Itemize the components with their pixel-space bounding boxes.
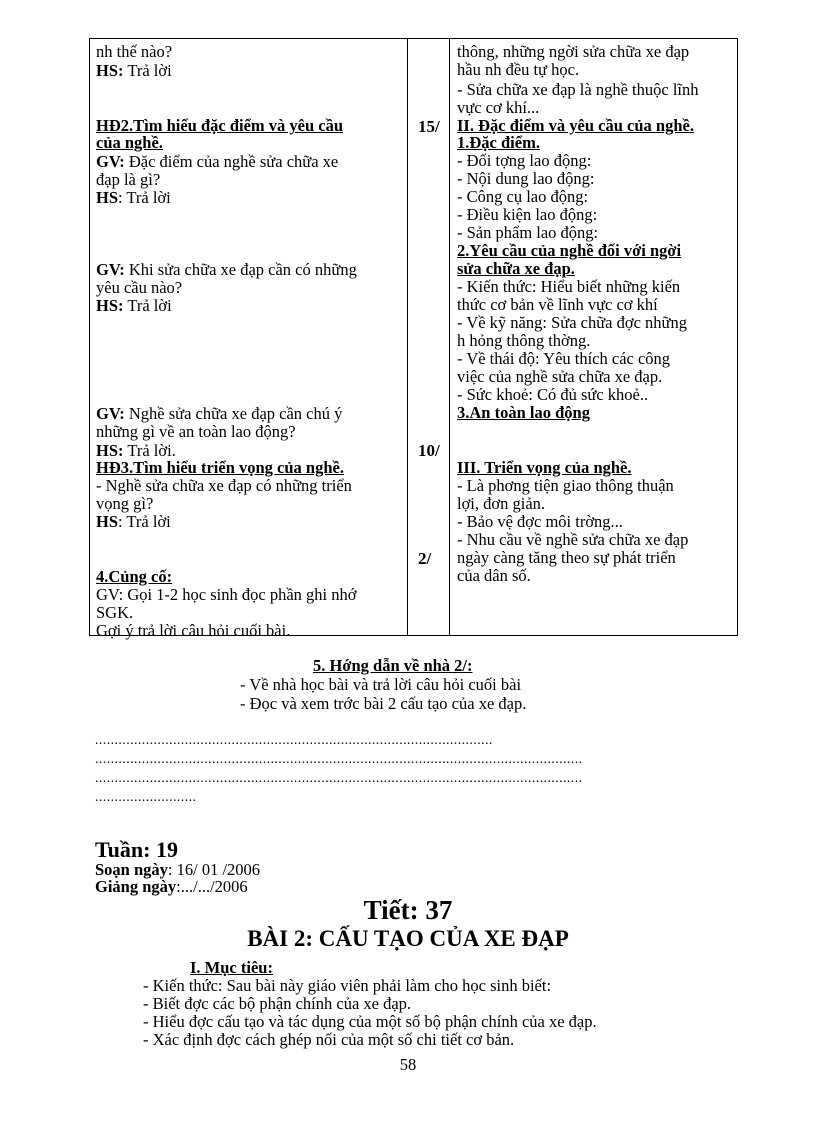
time-value: 2/ (418, 549, 432, 568)
right-line: hầu nh đều tự học. (457, 60, 580, 79)
right-line: - Về kỹ năng: Sửa chữa đợc những (457, 313, 687, 332)
objective-item: - Biết đợc các bộ phận chính của xe đạp. (143, 994, 412, 1013)
objective-item: - Xác định đợc cách ghép nối của một số chi tiết cơ bản. (143, 1030, 515, 1049)
right-line: việc của nghề sửa chữa xe đạp. (457, 367, 663, 386)
left-line: nh thế nào? (96, 42, 173, 61)
right-line: - Đối tợng lao động: (457, 151, 592, 170)
prep-date: Soạn ngày: 16/ 01 /2006 (95, 860, 261, 879)
right-line: thức cơ bản về lĩnh vực cơ khí (457, 295, 658, 314)
right-line: h hỏng thông thờng. (457, 331, 591, 350)
homework-line: - Đọc và xem trớc bài 2 cấu tạo của xe đạp. (240, 694, 527, 713)
dotted-line: ...................................................................................................... (95, 733, 493, 748)
left-line: - Nghề sửa chữa xe đạp có những triển (96, 476, 352, 495)
right-line: thông, những ngời sửa chữa xe đạp (457, 42, 690, 61)
left-line: GV: Khi sửa chữa xe đạp cần có những (96, 260, 357, 279)
content-heading: 2.Yêu cầu của nghề đối với ngời (457, 241, 682, 260)
right-line: - Là phơng tiện giao thông thuận (457, 476, 674, 495)
right-line: - Về thái độ: Yêu thích các công (457, 349, 671, 368)
content-column (450, 39, 737, 635)
dotted-line: .......................... (95, 790, 197, 805)
right-line: - Điều kiện lao động: (457, 205, 598, 224)
week-label: Tuần: 19 (95, 837, 178, 862)
lesson-table (89, 38, 738, 640)
left-line: GV: Nghề sửa chữa xe đạp cần chú ý (96, 404, 343, 423)
left-line: những gì về an toàn lao động? (96, 422, 296, 441)
content-heading: 3.An toàn lao động (457, 403, 590, 422)
objective-item: - Hiểu đợc cấu tạo và tác dụng của một số bộ phận chính của xe đạp. (143, 1012, 597, 1031)
right-line: vực cơ khí... (457, 98, 540, 117)
right-line: - Bảo vệ đợc môi trờng... (457, 512, 623, 531)
activity-heading: HĐ2.Tìm hiểu đặc điểm và yêu cầu (96, 116, 344, 135)
dotted-line: ............................................................................................................................. (95, 771, 583, 786)
content-heading: II. Đặc điểm và yêu cầu của nghề. (457, 116, 694, 135)
left-line: GV: Đặc điểm của nghề sửa chữa xe (96, 152, 339, 171)
activity-heading: HĐ3.Tìm hiểu triển vọng của nghề. (96, 458, 344, 477)
left-line: đạp là gì? (96, 170, 161, 189)
left-line: HS: Trả lời (96, 61, 172, 80)
activity-heading: của nghề. (96, 133, 163, 152)
page-number: 58 (399, 1055, 417, 1074)
left-line: HS: Trả lời. (96, 441, 176, 460)
left-line: HS: Trả lời (96, 512, 171, 531)
right-line: - Nội dung lao động: (457, 169, 595, 188)
homework-line: - Về nhà học bài và trả lời câu hỏi cuối bài (240, 675, 522, 694)
objectives-heading: I. Mục tiêu: (190, 958, 273, 977)
right-line: - Sức khoẻ: Có đủ sức khoẻ.. (457, 385, 649, 404)
left-line: SGK. (96, 603, 134, 622)
left-line: yêu cầu nào? (96, 278, 183, 297)
period-title: Tiết: 37 (363, 895, 453, 925)
left-line: HS: Trả lời (96, 188, 171, 207)
left-line: GV: Gọi 1-2 học sinh đọc phần ghi nhớ (96, 585, 357, 604)
right-line: - Công cụ lao động: (457, 187, 589, 206)
homework-title: 5. Hớng dẫn về nhà 2/: (313, 656, 473, 675)
lesson-title: BÀI 2: CẤU TẠO CỦA XE ĐẠP (247, 926, 569, 951)
right-line: lợi, đơn giản. (457, 494, 546, 513)
content-heading: 1.Đặc điểm. (457, 133, 540, 152)
left-line: HS: Trả lời (96, 296, 172, 315)
content-heading: III. Triển vọng của nghề. (457, 458, 632, 477)
time-column (408, 39, 450, 635)
teach-date: Giảng ngày:.../.../2006 (95, 877, 248, 896)
right-line: - Kiến thức: Hiểu biết những kiến (457, 277, 681, 296)
activity-heading: 4.Củng cố: (96, 567, 173, 586)
dotted-line: ............................................................................................................................. (95, 752, 583, 767)
right-line: ngày càng tăng theo sự phát triển (457, 548, 676, 567)
activities-column (90, 39, 408, 640)
right-line: - Sản phẩm lao động: (457, 223, 599, 242)
left-line: vọng gì? (96, 494, 154, 513)
objective-item: - Kiến thức: Sau bài này giáo viên phải làm cho học sinh biết: (143, 976, 552, 995)
right-line: - Nhu cầu về nghề sửa chữa xe đạp (457, 530, 689, 549)
left-line: Gợi ý trả lời câu hỏi cuối bài. (96, 621, 291, 640)
time-value: 10/ (418, 441, 440, 460)
right-line: - Sửa chữa xe đạp là nghề thuộc lĩnh (457, 80, 699, 99)
time-value: 15/ (418, 117, 440, 136)
right-line: của dân số. (457, 566, 531, 585)
content-heading: sửa chữa xe đạp. (457, 259, 575, 278)
